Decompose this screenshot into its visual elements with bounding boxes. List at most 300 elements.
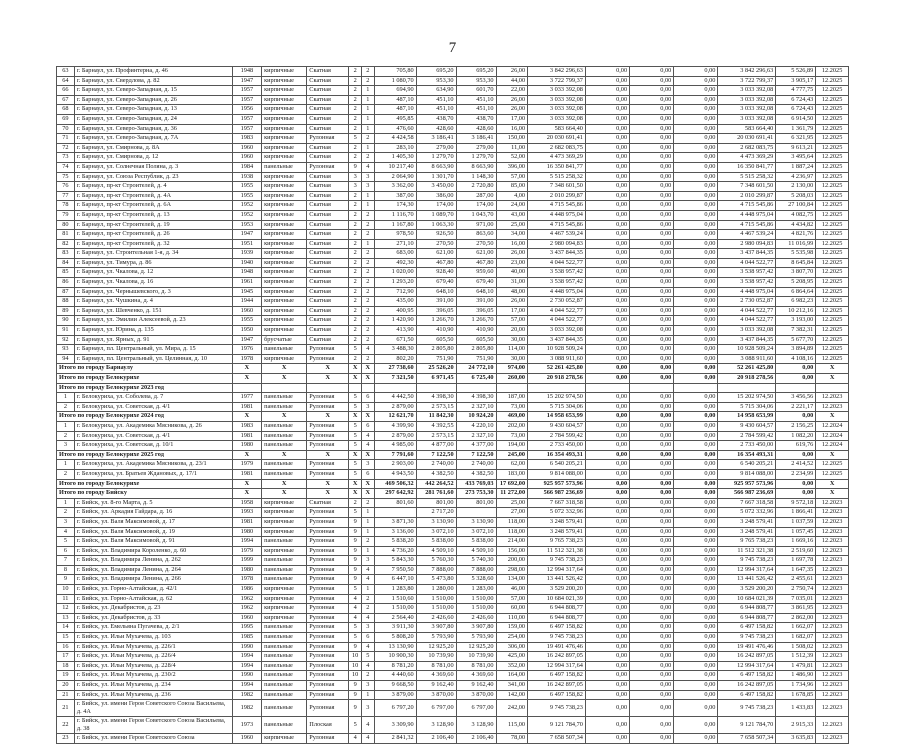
- section-label: Итого по городу Белокурихе 2025 год: [57, 450, 233, 460]
- cell-b1: 0,00: [585, 546, 629, 556]
- cell-date: 12.2025: [816, 114, 849, 124]
- cell-addr: г. Барнаул, пр-кт Строителей, д. 4А: [74, 191, 232, 201]
- cell-en: 2: [361, 297, 374, 307]
- cell-x: X: [232, 450, 261, 460]
- cell-mat: кирпичные: [262, 86, 307, 96]
- cell-en: 1: [361, 546, 374, 556]
- cell-cost: 12 994 317,64: [528, 661, 586, 671]
- cell-n: 1: [57, 393, 75, 403]
- cell-n: 89: [57, 306, 75, 316]
- cell-res: 48,00: [496, 287, 528, 297]
- cell-a3: 2 106,40: [456, 734, 496, 744]
- cell-year: 1978: [232, 354, 261, 364]
- cell-x: X: [349, 489, 362, 499]
- cell-fl: 2: [349, 105, 362, 115]
- cell-type: Рулонная: [307, 734, 349, 744]
- cell-b1: 0,00: [585, 114, 629, 124]
- cell-n: 71: [57, 134, 75, 144]
- cell-tot: 4 044 522,77: [718, 316, 776, 326]
- cell-res: 46,00: [496, 585, 528, 595]
- cell-b1: 0,00: [585, 717, 629, 734]
- cell-mat: панельные: [262, 565, 307, 575]
- cell-n: 2: [57, 431, 75, 441]
- cell-fl: 5: [349, 460, 362, 470]
- cell-year: 1981: [232, 517, 261, 527]
- cell-unit: 1 082,20: [776, 431, 816, 441]
- cell-year: 1945: [232, 287, 261, 297]
- cell-b3: 0,00: [674, 76, 718, 86]
- cell-en: 1: [361, 517, 374, 527]
- cell-a1: 1 167,80: [374, 220, 416, 230]
- cell-cost: 20 918 278,56: [528, 374, 586, 384]
- cell-cost: 3 033 392,08: [528, 95, 586, 105]
- cell-mat: кирпичные: [262, 153, 307, 163]
- cell-a2: 451,10: [416, 95, 456, 105]
- cell-a3: 1 043,70: [456, 210, 496, 220]
- cell-b2: 0,00: [630, 114, 674, 124]
- cell-type: Скатная: [307, 220, 349, 230]
- cell-date: 12.2025: [816, 306, 849, 316]
- cell-cost: 5 072 332,96: [528, 508, 586, 518]
- cell-b2: 0,00: [630, 508, 674, 518]
- cell-b2: 0,00: [630, 76, 674, 86]
- cell-type: Рулонная: [307, 565, 349, 575]
- cell-mat: кирпичные: [262, 594, 307, 604]
- cell-n: 75: [57, 172, 75, 182]
- cell-b1: 0,00: [585, 354, 629, 364]
- cell-res: 118,00: [496, 527, 528, 537]
- cell-a2: 3 450,00: [416, 182, 456, 192]
- cell-en: 2: [361, 537, 374, 547]
- cell-a3: 10 739,90: [456, 652, 496, 662]
- cell-fl: 2: [349, 67, 362, 77]
- cell-mat: кирпичные: [262, 220, 307, 230]
- cell-b2: 0,00: [630, 95, 674, 105]
- cell-date: 12.2025: [816, 469, 849, 479]
- cell-res: 110,00: [496, 613, 528, 623]
- cell-addr: г. Бийск, ул. 8-го Марта, д. 5: [74, 498, 232, 508]
- cell-a2: 1 266,70: [416, 316, 456, 326]
- cell-a2: 648,10: [416, 287, 456, 297]
- cell-date: 12.2023: [816, 537, 849, 547]
- cell-date: 12.2025: [816, 335, 849, 345]
- cell-unit: 1 057,45: [776, 527, 816, 537]
- cell-a3: 648,10: [456, 287, 496, 297]
- cell-b2: 0,00: [630, 67, 674, 77]
- cell-b2: 0,00: [630, 258, 674, 268]
- cell-year: 1983: [232, 134, 261, 144]
- cell-year: 1979: [232, 460, 261, 470]
- cell-res: 34,00: [496, 230, 528, 240]
- cell-mat: панельные: [262, 681, 307, 691]
- cell-a3: 9 162,40: [456, 681, 496, 691]
- cell-fl: 5: [349, 717, 362, 734]
- cell-a3: 5 793,90: [456, 633, 496, 643]
- cell-unit: 2 455,61: [776, 575, 816, 585]
- cell-addr: г. Барнаул, ул. Профинтерна, д. 46: [74, 67, 232, 77]
- cell-date: 12.2025: [816, 230, 849, 240]
- cell-x: X: [232, 412, 261, 422]
- cell-res: 78,00: [496, 734, 528, 744]
- cell-a2: 1 301,70: [416, 172, 456, 182]
- cell-fl: 2: [349, 268, 362, 278]
- cell-tot: 3 033 392,08: [718, 86, 776, 96]
- cell-fl: 2: [349, 95, 362, 105]
- cell-date: 12.2025: [816, 316, 849, 326]
- cell-addr: г. Бийск, ул. Ильи Мухачева, д. 226/4: [74, 652, 232, 662]
- cell-a2: 2 805,80: [416, 345, 456, 355]
- cell-date: 12.2025: [816, 268, 849, 278]
- cell-a2: 467,80: [416, 258, 456, 268]
- cell-year: 1960: [232, 153, 261, 163]
- cell-addr: г. Бийск, ул. Горно-Алтайская, д. 42/1: [74, 585, 232, 595]
- cell-n: 64: [57, 76, 75, 86]
- cell-unit: 1 512,39: [776, 652, 816, 662]
- table-row: [57, 172, 849, 182]
- cell-unit: 9 613,21: [776, 143, 816, 153]
- cell-b3: 0,00: [674, 517, 718, 527]
- cell-mat: панельные: [262, 345, 307, 355]
- cell-a3: 2 327,10: [456, 431, 496, 441]
- cell-b3: 0,00: [674, 690, 718, 700]
- cell-mat: кирпичные: [262, 585, 307, 595]
- cell-b3: 0,00: [674, 287, 718, 297]
- cell-a2: 4 392,55: [416, 421, 456, 431]
- cell-cost: 12 994 317,64: [528, 565, 586, 575]
- cell-a1: 413,90: [374, 326, 416, 336]
- cell-b3: 0,00: [674, 633, 718, 643]
- cell-b2: 0,00: [630, 604, 674, 614]
- cell-mat: кирпичные: [262, 734, 307, 744]
- table-row: [57, 95, 849, 105]
- cell-fl: 9: [349, 642, 362, 652]
- cell-cost: 2 784 599,42: [528, 431, 586, 441]
- cell-b3: 0,00: [674, 191, 718, 201]
- section-row: [57, 450, 849, 460]
- cell-type: Рулонная: [307, 134, 349, 144]
- cell-unit: 0,00: [776, 412, 816, 422]
- cell-b3: 0,00: [674, 316, 718, 326]
- cell-a3: 451,10: [456, 95, 496, 105]
- cell-res: 150,00: [496, 134, 528, 144]
- cell-date: 12.2023: [816, 517, 849, 527]
- table-row: [57, 681, 849, 691]
- cell-fl: 2: [349, 86, 362, 96]
- cell-tot: 3 722 799,37: [718, 76, 776, 86]
- cell-b2: 0,00: [630, 431, 674, 441]
- cell-a2: 1 280,00: [416, 585, 456, 595]
- cell-cost: 3 437 844,35: [528, 249, 586, 259]
- cell-b2: 0,00: [630, 86, 674, 96]
- cell-b3: 0,00: [674, 700, 718, 717]
- cell-type: Скатная: [307, 258, 349, 268]
- cell-b2: 0,00: [630, 613, 674, 623]
- cell-year: 1977: [232, 393, 261, 403]
- cell-n: 93: [57, 345, 75, 355]
- table-row: [57, 134, 849, 144]
- cell-tot: 7 658 507,34: [718, 734, 776, 744]
- cell-a3: 5 740,30: [456, 556, 496, 566]
- cell-cost: 20 030 691,41: [528, 134, 586, 144]
- cell-mat: кирпичные: [262, 182, 307, 192]
- cell-year: 1953: [232, 220, 261, 230]
- cell-a3: 695,20: [456, 67, 496, 77]
- cell-en: 4: [361, 345, 374, 355]
- cell-unit: 3 193,00: [776, 316, 816, 326]
- cell-type: Плоская: [307, 717, 349, 734]
- cell-a3: 2 327,10: [456, 402, 496, 412]
- cell-cost: 3 842 296,63: [528, 67, 586, 77]
- cell-date: 12.2023: [816, 546, 849, 556]
- cell-b3: 0,00: [674, 124, 718, 134]
- cell-res: 62,00: [496, 460, 528, 470]
- cell-res: 260,00: [496, 374, 528, 384]
- cell-fl: 9: [349, 517, 362, 527]
- cell-addr: г. Барнаул, ул. Юрина, д. 135: [74, 326, 232, 336]
- cell-a3: 4 377,00: [456, 441, 496, 451]
- cell-b1: 0,00: [585, 623, 629, 633]
- cell-type: Рулонная: [307, 594, 349, 604]
- cell-mat: кирпичные: [262, 527, 307, 537]
- cell-b1: 0,00: [585, 162, 629, 172]
- cell-unit: 5 535,98: [776, 249, 816, 259]
- cell-year: 1960: [232, 613, 261, 623]
- cell-unit: 3 861,95: [776, 604, 816, 614]
- cell-b2: 0,00: [630, 460, 674, 470]
- cell-a3: 2 805,80: [456, 345, 496, 355]
- cell-mat: кирпичные: [262, 268, 307, 278]
- cell-tot: 13 441 526,42: [718, 575, 776, 585]
- cell-mat: панельные: [262, 575, 307, 585]
- cell-fl: 2: [349, 76, 362, 86]
- table-row: [57, 661, 849, 671]
- cell-unit: 1 697,78: [776, 556, 816, 566]
- cell-b3: 0,00: [674, 565, 718, 575]
- cell-b2: 0,00: [630, 717, 674, 734]
- cell-a3: 1 279,70: [456, 153, 496, 163]
- cell-fl: 9: [349, 537, 362, 547]
- cell-b1: 0,00: [585, 469, 629, 479]
- cell-a1: 4 424,58: [374, 134, 416, 144]
- cell-a1: 5 838,20: [374, 537, 416, 547]
- cell-tot: 3 529 200,20: [718, 585, 776, 595]
- cell-b2: 0,00: [630, 489, 674, 499]
- cell-b1: 0,00: [585, 182, 629, 192]
- cell-b1: 0,00: [585, 76, 629, 86]
- cell-fl: 4: [349, 734, 362, 744]
- cell-en: 2: [361, 671, 374, 681]
- cell-a2: 5 793,90: [416, 633, 456, 643]
- cell-unit: 2 156,25: [776, 421, 816, 431]
- total-row: [57, 364, 849, 374]
- cell-tot: 3 437 844,35: [718, 249, 776, 259]
- cell-unit: 6 321,95: [776, 134, 816, 144]
- cell-a3: 4 509,10: [456, 546, 496, 556]
- cell-en: 2: [361, 249, 374, 259]
- table-row: [57, 594, 849, 604]
- cell-date: 12.2023: [816, 734, 849, 744]
- cell-b1: 0,00: [585, 652, 629, 662]
- cell-a1: 27 738,60: [374, 364, 416, 374]
- cell-a1: 4 399,90: [374, 421, 416, 431]
- cell-n: 2: [57, 508, 75, 518]
- cell-en: 6: [361, 469, 374, 479]
- cell-type: Рулонная: [307, 354, 349, 364]
- cell-b1: 0,00: [585, 508, 629, 518]
- cell-addr: г. Бийск, ул. Ильи Мухачева, д. 234: [74, 681, 232, 691]
- cell-tot: 3 248 579,41: [718, 517, 776, 527]
- cell-mat: кирпичные: [262, 604, 307, 614]
- cell-cost: 16 242 897,05: [528, 681, 586, 691]
- cell-b3: [674, 383, 718, 393]
- cell-tot: 6 944 808,77: [718, 613, 776, 623]
- cell-date: 12.2023: [816, 604, 849, 614]
- cell-type: Скатная: [307, 268, 349, 278]
- cell-b1: 0,00: [585, 681, 629, 691]
- cell-year: 1944: [232, 297, 261, 307]
- total-label: Итого по городу Барнаулу: [57, 364, 233, 374]
- cell-n: 92: [57, 335, 75, 345]
- cell-b1: 0,00: [585, 527, 629, 537]
- cell-a3: 396,05: [456, 306, 496, 316]
- cell-date: 12.2025: [816, 239, 849, 249]
- cell-b2: 0,00: [630, 105, 674, 115]
- cell-b2: 0,00: [630, 143, 674, 153]
- cell-b2: 0,00: [630, 182, 674, 192]
- cell-en: 2: [361, 220, 374, 230]
- cell-b3: 0,00: [674, 153, 718, 163]
- cell-a1: 1 020,00: [374, 268, 416, 278]
- cell-year: 1955: [232, 316, 261, 326]
- cell-a3: 751,90: [456, 354, 496, 364]
- cell-addr: г. Бийск, ул. Емельяна Пугачева, д. 2/1: [74, 623, 232, 633]
- cell-unit: 4 082,75: [776, 210, 816, 220]
- cell-a3: 8 663,90: [456, 162, 496, 172]
- cell-date: 12.2023: [816, 690, 849, 700]
- table-row: [57, 421, 849, 431]
- cell-mat: кирпичные: [262, 134, 307, 144]
- cell-res: 425,00: [496, 652, 528, 662]
- cell-a1: 694,90: [374, 86, 416, 96]
- cell-b3: 0,00: [674, 537, 718, 547]
- cell-b3: 0,00: [674, 613, 718, 623]
- cell-date: 12.2025: [816, 287, 849, 297]
- cell-cost: 5 715 304,06: [528, 402, 586, 412]
- cell-mat: кирпичные: [262, 201, 307, 211]
- cell-mat: панельные: [262, 537, 307, 547]
- cell-date: 12.2023: [816, 498, 849, 508]
- cell-type: Скатная: [307, 153, 349, 163]
- table-row: [57, 105, 849, 115]
- cell-a1: 1 293,20: [374, 278, 416, 288]
- cell-res: 187,00: [496, 393, 528, 403]
- cell-fl: 2: [349, 239, 362, 249]
- cell-mat: кирпичные: [262, 114, 307, 124]
- cell-x: X: [307, 450, 349, 460]
- cell-res: 159,00: [496, 623, 528, 633]
- cell-date: 12.2025: [816, 162, 849, 172]
- cell-date: 12.2025: [816, 326, 849, 336]
- cell-cost: 6 944 808,77: [528, 604, 586, 614]
- cell-b3: 0,00: [674, 201, 718, 211]
- cell-fl: 2: [349, 326, 362, 336]
- cell-a3: 4 369,60: [456, 671, 496, 681]
- cell-b1: 0,00: [585, 537, 629, 547]
- cell-type: Рулонная: [307, 690, 349, 700]
- cell-x: [361, 383, 374, 393]
- cell-unit: 6 724,43: [776, 95, 816, 105]
- cell-b1: 0,00: [585, 421, 629, 431]
- cell-b1: 0,00: [585, 249, 629, 259]
- cell-addr: г. Барнаул, ул. Свердлова, д. 82: [74, 76, 232, 86]
- cell-unit: 3 456,56: [776, 393, 816, 403]
- cell-en: 1: [361, 86, 374, 96]
- cell-res: 114,00: [496, 345, 528, 355]
- cell-en: 1: [361, 124, 374, 134]
- cell-res: 118,00: [496, 517, 528, 527]
- cell-cost: 10 928 509,24: [528, 345, 586, 355]
- cell-date: 12.2025: [816, 182, 849, 192]
- cell-a2: 1 063,30: [416, 220, 456, 230]
- cell-a1: 3 879,00: [374, 690, 416, 700]
- cell-unit: 1 678,85: [776, 690, 816, 700]
- cell-b2: 0,00: [630, 671, 674, 681]
- cell-a3: 7 888,00: [456, 565, 496, 575]
- cell-en: 1: [361, 690, 374, 700]
- cell-b2: 0,00: [630, 134, 674, 144]
- cell-b1: 0,00: [585, 671, 629, 681]
- cell-b1: 0,00: [585, 690, 629, 700]
- cell-unit: 6 914,50: [776, 114, 816, 124]
- cell-tot: 16 354 493,31: [718, 450, 776, 460]
- cell-mat: панельные: [262, 652, 307, 662]
- cell-fl: 5: [349, 633, 362, 643]
- cell-mat: кирпичные: [262, 354, 307, 364]
- cell-date: 12.2023: [816, 661, 849, 671]
- cell-a2: 2 740,00: [416, 460, 456, 470]
- cell-cost: 4 044 522,77: [528, 258, 586, 268]
- cell-b1: 0,00: [585, 661, 629, 671]
- cell-b1: 0,00: [585, 585, 629, 595]
- cell-n: 6: [57, 546, 75, 556]
- cell-a2: 428,60: [416, 124, 456, 134]
- cell-b2: 0,00: [630, 585, 674, 595]
- cell-addr: г. Барнаул, ул. Тимура, д. 86: [74, 258, 232, 268]
- cell-a1: [374, 508, 416, 518]
- cell-unit: 1 887,24: [776, 162, 816, 172]
- cell-a2: 1 510,00: [416, 594, 456, 604]
- cell-cost: 9 121 784,70: [528, 717, 586, 734]
- cell-b1: 0,00: [585, 95, 629, 105]
- cell-b3: 0,00: [674, 421, 718, 431]
- cell-n: 87: [57, 287, 75, 297]
- cell-tot: 2 980 094,83: [718, 239, 776, 249]
- cell-n: 74: [57, 162, 75, 172]
- cell-b3: 0,00: [674, 364, 718, 374]
- cell-tot: [718, 383, 776, 393]
- cell-unit: 619,76: [776, 441, 816, 451]
- cell-mat: панельные: [262, 162, 307, 172]
- cell-a2: 3 128,90: [416, 717, 456, 734]
- cell-date: 12.2025: [816, 201, 849, 211]
- cell-addr: г. Бийск, ул. Ильи Мухачева, д. 228/4: [74, 661, 232, 671]
- cell-type: Скатная: [307, 230, 349, 240]
- cell-b1: 0,00: [585, 393, 629, 403]
- cell-n: 22: [57, 717, 75, 734]
- cell-cost: 14 958 653,99: [528, 412, 586, 422]
- table-row: [57, 623, 849, 633]
- cell-a2: 4 398,30: [416, 393, 456, 403]
